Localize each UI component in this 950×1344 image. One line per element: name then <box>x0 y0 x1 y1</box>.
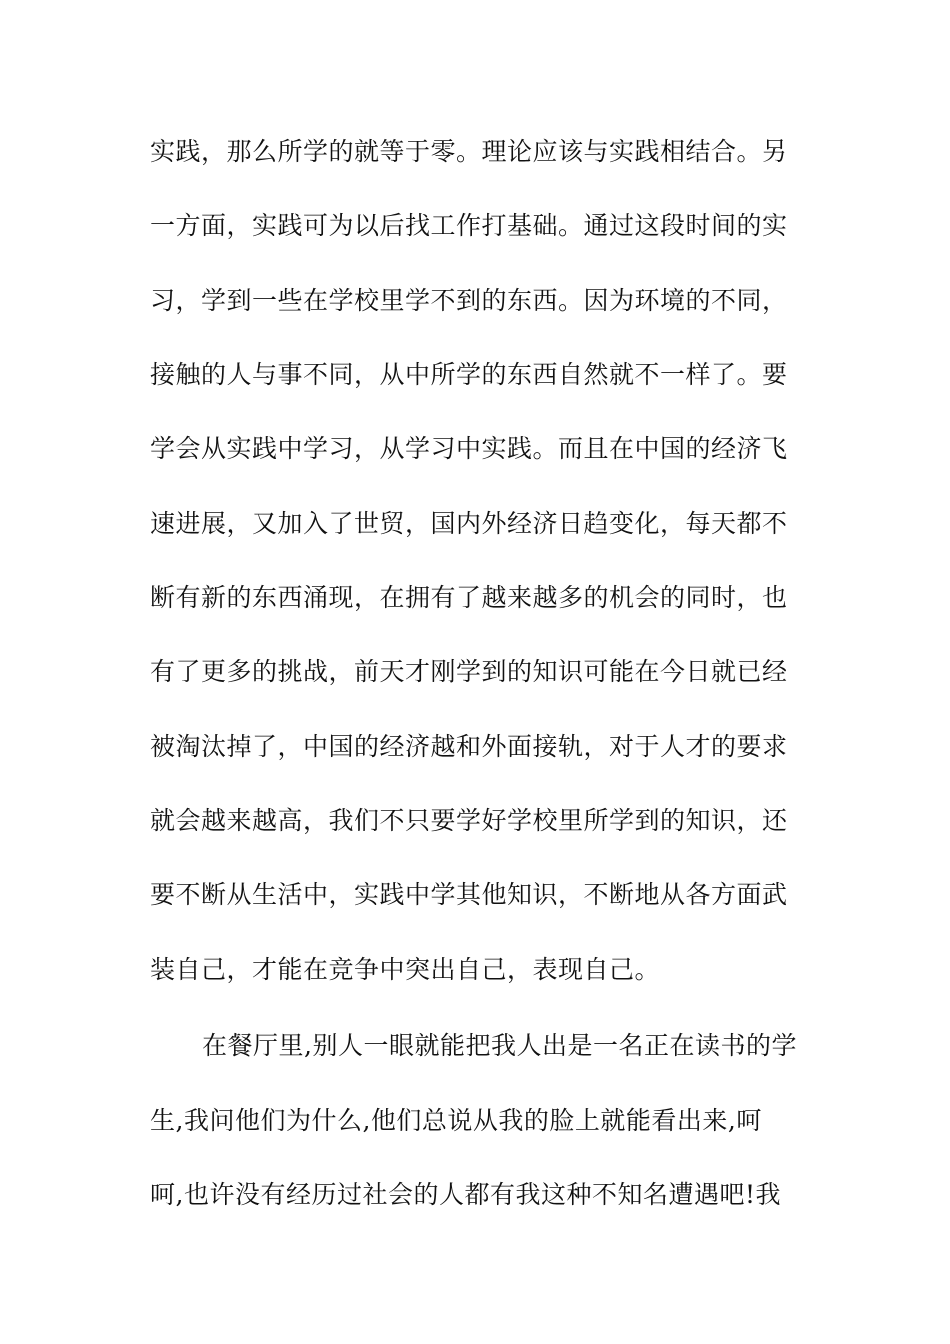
text-line: 生,我问他们为什么,他们总说从我的脸上就能看出来,呵 <box>150 1106 762 1135</box>
text-line: 接触的人与事不同，从中所学的东西自然就不一样了。要 <box>150 360 788 389</box>
text-line: 习，学到一些在学校里学不到的东西。因为环境的不同， <box>150 286 788 315</box>
text-line: 要不断从生活中，实践中学其他知识，不断地从各方面武 <box>150 880 788 909</box>
text-line: 在餐厅里,别人一眼就能把我人出是一名正在读书的学 <box>202 1031 797 1060</box>
text-line: 呵,也许没有经历过社会的人都有我这种不知名遭遇吧!我 <box>150 1180 781 1209</box>
text-line: 装自己，才能在竞争中突出自己，表现自己。 <box>150 955 661 984</box>
text-line: 就会越来越高，我们不只要学好学校里所学到的知识，还 <box>150 806 788 835</box>
text-line: 断有新的东西涌现，在拥有了越来越多的机会的同时，也 <box>150 583 788 612</box>
text-line: 有了更多的挑战，前天才刚学到的知识可能在今日就已经 <box>150 657 788 686</box>
text-line: 速进展，又加入了世贸，国内外经济日趋变化，每天都不 <box>150 509 788 538</box>
text-line: 一方面，实践可为以后找工作打基础。通过这段时间的实 <box>150 211 788 240</box>
text-line: 实践，那么所学的就等于零。理论应该与实践相结合。另 <box>150 137 788 166</box>
text-line: 被淘汰掉了，中国的经济越和外面接轨，对于人才的要求 <box>150 732 788 761</box>
text-line: 学会从实践中学习，从学习中实践。而且在中国的经济飞 <box>150 434 788 463</box>
